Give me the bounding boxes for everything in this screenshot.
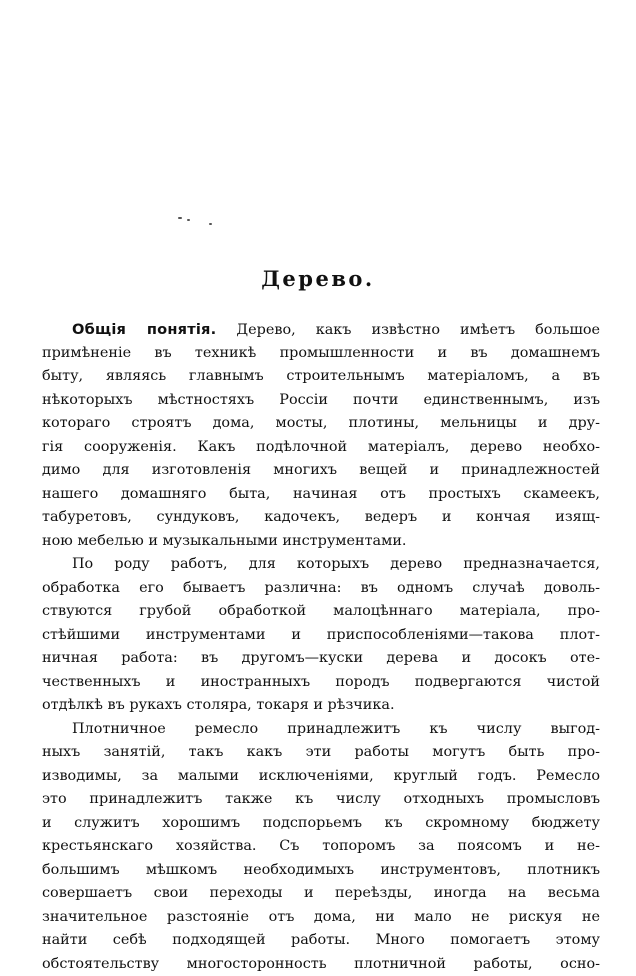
text-line: значительное разстоянiе отъ дома, ни мало не рискуя не — [42, 906, 600, 930]
text-line: нѣкоторыхъ мѣстностяхъ Россiи почти единственнымъ, изъ — [42, 389, 600, 413]
body-text — [42, 318, 600, 976]
text-line: ничная работа: въ другомъ—куски дерева и досокъ оте- — [42, 647, 600, 671]
text-line: найти себѣ подходящей работы. Много помогаетъ этому — [42, 929, 600, 953]
print-speck — [178, 217, 182, 219]
text-line: ною мебелью и музыкальными инструментами. — [42, 530, 600, 554]
paragraph-1 — [42, 318, 600, 553]
text-line — [42, 318, 600, 342]
paragraph-3 — [42, 718, 600, 976]
text-line: нашего домашняго быта, начиная отъ простыхъ скамеекъ, — [42, 483, 600, 507]
text-line: изводимы, за малыми исключенiями, круглый годъ. Ремесло — [42, 765, 600, 789]
text-line: это принадлежитъ также къ числу отходныхъ промысловъ — [42, 788, 600, 812]
print-speck — [187, 219, 190, 221]
text-line: ныхъ занятiй, такъ какъ эти работы могутъ быть про- — [42, 741, 600, 765]
text-line: обработка его бываетъ различна: въ одномъ случаѣ доволь- — [42, 577, 600, 601]
text-line: котораго строятъ дома, мосты, плотины, мельницы и дру- — [42, 412, 600, 436]
section-lead-heading: Общiя понятiя. — [72, 321, 216, 338]
text-line: быту, являясь главнымъ строительнымъ матерiаломъ, а въ — [42, 365, 600, 389]
text-line: ствуются грубой обработкой малоцѣннаго матерiала, про- — [42, 600, 600, 624]
text-line: По роду работъ, для которыхъ дерево предназначается, — [42, 553, 600, 577]
print-speck — [209, 223, 212, 225]
text-line: обстоятельству многосторонность плотничной работы, осно- — [42, 953, 600, 976]
text-line: примѣненiе въ техникѣ промышленности и въ домашнемъ — [42, 342, 600, 366]
text-line: гiя сооруженiя. Какъ подѣлочной матерiалъ, дерево необхо- — [42, 436, 600, 460]
text-line: Плотничное ремесло принадлежитъ къ числу выгод- — [42, 718, 600, 742]
text-line: и служитъ хорошимъ подспорьемъ къ скромному бюджету — [42, 812, 600, 836]
text-line: табуретовъ, сундуковъ, кадочекъ, ведеръ и кончая изящ- — [42, 506, 600, 530]
text-line: совершаетъ свои переходы и переѣзды, иногда на весьма — [42, 882, 600, 906]
text-line: чественныхъ и иностранныхъ породъ подвергаются чистой — [42, 671, 600, 695]
chapter-title: Дерево. — [0, 266, 636, 291]
text-line: отдѣлкѣ въ рукахъ столяра, токаря и рѣзчика. — [42, 694, 600, 718]
text-line: крестьянскаго хозяйства. Съ топоромъ за поясомъ и не- — [42, 835, 600, 859]
text-line-content: Дерево, какъ извѣстно имѣетъ большое — [216, 322, 600, 338]
text-line: димо для изготовленiя многихъ вещей и принадлежностей — [42, 459, 600, 483]
text-line: большимъ мѣшкомъ необходимыхъ инструментовъ, плотникъ — [42, 859, 600, 883]
paragraph-2 — [42, 553, 600, 718]
text-line: стѣйшими инструментами и приспособленiями—такова плот- — [42, 624, 600, 648]
